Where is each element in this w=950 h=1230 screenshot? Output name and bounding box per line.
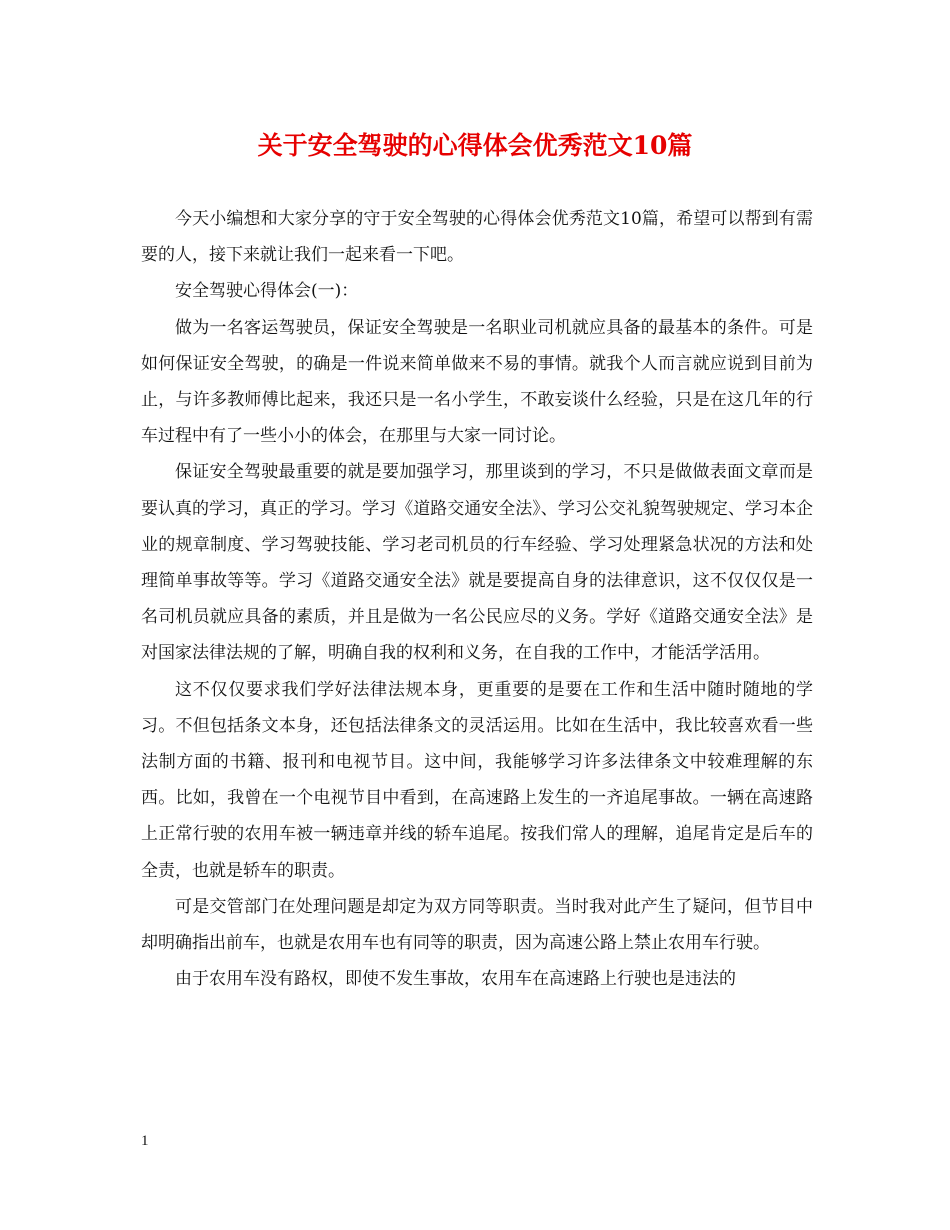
document-title: 关于安全驾驶的心得体会优秀范文10篇 <box>257 131 693 160</box>
body-paragraph: 可是交管部门在处理问题是却定为双方同等职责。当时我对此产生了疑问，但节目中却明确指出前车，也就是农用车也有同等的职责，因为高速公路上禁止农用车行驶。 <box>141 896 813 954</box>
section-heading: 安全驾驶心得体会(一)： <box>175 281 359 302</box>
document-body <box>141 201 813 997</box>
body-paragraph: 保证安全驾驶最重要的就是要加强学习，那里谈到的学习，不只是做做表面文章而是要认真的学习，真正的学习。学习《道路交通安全法》、学习公交礼貌驾驶规定、学习本企业的规章制度、学习驾驶技能、学习老司机员的行车经验、学习处理紧急状况的方法和处理简单事故等等。学习《道路交通安全法》就是要提高自身的法律意识，这不仅仅仅是一名司机员就应具备的素质，并且是做为一名公民应尽的义务。学好《道路交通安全法》是对国家法律法规的了解，明确自我的权利和义务，在自我的工作中，才能活学活用。 <box>141 462 813 664</box>
body-paragraph: 这不仅仅要求我们学好法律法规本身，更重要的是要在工作和生活中随时随地的学习。不但包括条文本身，还包括法律条文的灵活运用。比如在生活中，我比较喜欢看一些法制方面的书籍、报刊和电视节目。这中间，我能够学习许多法律条文中较难理解的东西。比如，我曾在一个电视节目中看到，在高速路上发生的一齐追尾事故。一辆在高速路上正常行驶的农用车被一辆违章并线的轿车追尾。按我们常人的理解，追尾肯定是后车的全责，也就是轿车的职责。 <box>141 679 813 881</box>
page-number: 1 <box>141 1133 149 1149</box>
intro-paragraph: 今天小编想和大家分享的守于安全驾驶的心得体会优秀范文10篇，希望可以帮到有需要的人，接下来就让我们一起来看一下吧。 <box>141 209 813 266</box>
body-paragraph: 由于农用车没有路权，即使不发生事故，农用车在高速路上行驶也是违法的 <box>175 969 736 990</box>
body-paragraph: 做为一名客运驾驶员，保证安全驾驶是一名职业司机就应具备的最基本的条件。可是如何保证安全驾驶，的确是一件说来简单做来不易的事情。就我个人而言就应说到目前为止，与许多教师傅比起来，我还只是一名小学生，不敢妄谈什么经验，只是在这几年的行车过程中有了一些小小的体会，在那里与大家一同讨论。 <box>141 317 813 447</box>
